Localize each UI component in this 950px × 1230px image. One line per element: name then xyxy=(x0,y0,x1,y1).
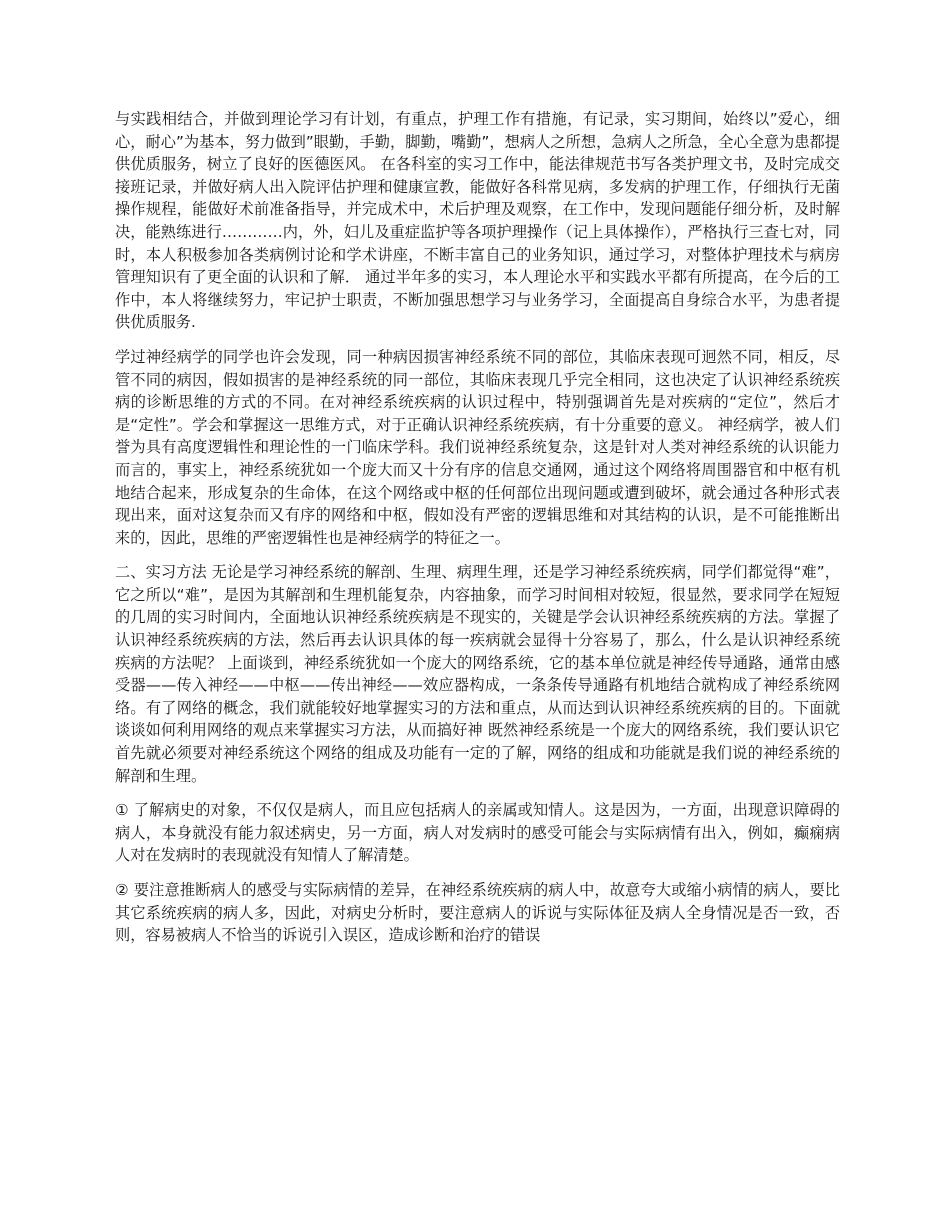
document-body xyxy=(115,108,840,959)
paragraph-internship-method: 二、实习方法 无论是学习神经系统的解剖、生理、病理生理，还是学习神经系统疾病，同学们都觉得“难”，它之所以“难”，是因为其解剖和生理机能复杂，内容抽象，而学习时间相对较短，很显然，要求同学在短短的几周的实习时间内，全面地认识神经系统疾病是不现实的，关键是学会认识神经系统疾病的方法。掌握了认识神经系统疾病的方法，然后再去认识具体的每一疾病就会显得十分容易了，那么，什么是认识神经系统疾病的方法呢？ 上面谈到，神经系统犹如一个庞大的网络系统，它的基本单位就是神经传导通路，通常由感受器——传入神经——中枢——传出神经——效应器构成，一条条传导通路有机地结合就构成了神经系统网络。有了网络的概念，我们就能较好地掌握实习的方法和重点，从而达到认识神经系统疾病的目的。下面就谈谈如何利用网络的观点来掌握实习方法，从而搞好神 既然神经系统是一个庞大的网络系统，我们要认识它首先就必须要对神经系统这个网络的组成及功能有一定的了解，网络的组成和功能就是我们说的神经系统的解剖和生理。 xyxy=(115,563,840,785)
paragraph-history-subjects: ① 了解病史的对象，不仅仅是病人，而且应包括病人的亲属或知情人。这是因为，一方面，出现意识障碍的病人，本身就没有能力叙述病史，另一方面，病人对发病时的感受可能会与实际病情有出入，例如，癫痫病人对在发病时的表现就没有知情人了解清楚。 xyxy=(115,801,840,865)
paragraph-neurology-localization: 学过神经病学的同学也许会发现，同一种病因损害神经系统不同的部位，其临床表现可迥然不同，相反，尽管不同的病因，假如损害的是神经系统的同一部位，其临床表现几乎完全相同，这也决定了认识神经系统疾病的诊断思维的方式的不同。在对神经系统疾病的认识过程中，特别强调首先是对疾病的“定位”，然后才是“定性”。学会和掌握这一思维方式，对于正确认识神经系统疾病，有十分重要的意义。 神经病学，被人们誉为具有高度逻辑性和理论性的一门临床学科。我们说神经系统复杂，这是针对人类对神经系统的认识能力而言的，事实上，神经系统犹如一个庞大而又十分有序的信息交通网，通过这个网络将周围器官和中枢有机地结合起来，形成复杂的生命体，在这个网络或中枢的任何部位出现问题或遭到破坏，就会通过各种形式表现出来，面对这复杂而又有序的网络和中枢，假如没有严密的逻辑思维和对其结构的认识，是不可能推断出来的，因此，思维的严密逻辑性也是神经病学的特征之一。 xyxy=(115,347,840,547)
paragraph-internship-summary: 与实践相结合，并做到理论学习有计划，有重点，护理工作有措施，有记录，实习期间，始终以”爱心，细心，耐心”为基本，努力做到”眼勤，手勤，脚勤，嘴勤”，想病人之所想，急病人之所急，全心全意为患都提供优质服务，树立了良好的医德医风。 在各科室的实习工作中，能法律规范书写各类护理文书，及时完成交接班记录，并做好病人出入院评估护理和健康宣教，能做好各科常见病，多发病的护理工作，仔细执行无菌操作规程，能做好术前准备指导，并完成术中，术后护理及观察，在工作中，发现问题能仔细分析，及时解决，能熟练进行…………内，外，妇儿及重症监护等各项护理操作（记上具体操作），严格执行三查七对，同时，本人积极参加各类病例讨论和学术讲座，不断丰富自己的业务知识，通过学习，对整体护理技术与病房管理知识有了更全面的认识和了解． 通过半年多的实习，本人理论水平和实践水平都有所提高，在今后的工作中，本人将继续努力，牢记护士职责，不断加强思想学习与业务学习，全面提高自身综合水平，为患者提供优质服务. xyxy=(115,110,840,332)
paragraph-patient-perception: ② 要注意推断病人的感受与实际病情的差异，在神经系统疾病的病人中，故意夸大或缩小病情的病人，要比其它系统疾病的病人多，因此，对病史分析时，要注意病人的诉说与实际体征及病人全身情况是否一致，否则，容易被病人不恰当的诉说引入误区，造成诊断和治疗的错误 xyxy=(115,881,840,945)
